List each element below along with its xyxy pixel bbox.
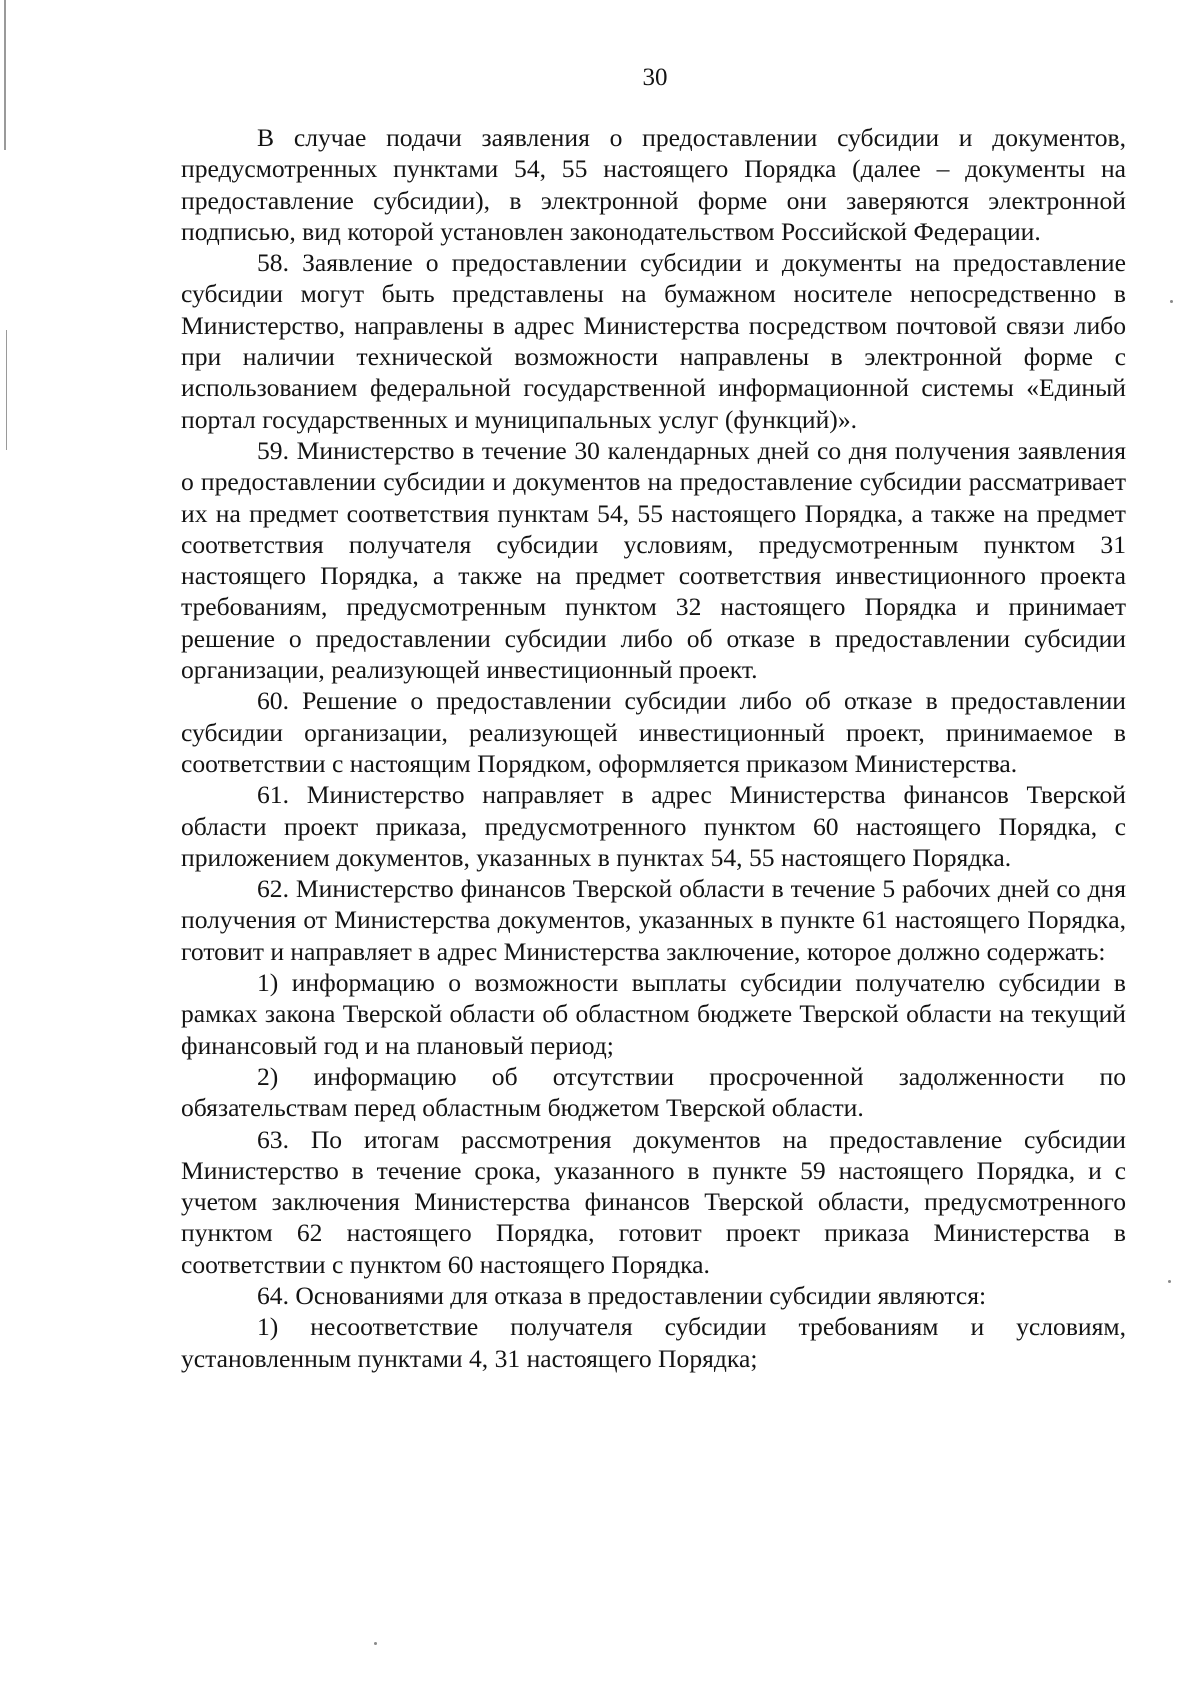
paragraph-64-item-1: 1) несоответствие получателя субсидии требованиям и условиям, установленным пунктами 4, 31 настоящего Порядка; xyxy=(181,1312,1126,1373)
scan-artifact-dot xyxy=(1170,300,1173,303)
paragraph-63: 63. По итогам рассмотрения документов на предоставление субсидии Министерство в течение срока, указанного в пункте 59 настоящего Порядка, и с учетом заключения Министерства финансов Тверской области, предусмотренного пунктом 62 настоящего Порядка, готовит проект приказа Министерства в соответствии с пунктом 60 настоящего Порядка. xyxy=(181,1124,1126,1279)
paragraph-60: 60. Решение о предоставлении субсидии либо об отказе в предоставлении субсидии организации, реализующей инвестиционный проект, принимаемое в соответствии с настоящим Порядком, оформляется приказом Министерства. xyxy=(181,686,1126,778)
scan-artifact-line xyxy=(6,330,7,450)
document-body xyxy=(181,122,1126,1374)
paragraph-intro: В случае подачи заявления о предоставлении субсидии и документов, предусмотренных пунктами 54, 55 настоящего Порядка (далее – документы на предоставление субсидии), в электронной форме они заверяются электронной подписью, вид которой установлен законодательством Российской Федерации. xyxy=(181,123,1126,246)
paragraph-59: 59. Министерство в течение 30 календарных дней со дня получения заявления о предоставлении субсидии и документов на предоставление субсидии рассматривает их на предмет соответствия пунктам 54, 55 настоящего Порядка, а также на предмет соответствия получателя субсидии условиям, предусмотренным пунктом 31 настоящего Порядка, а также на предмет соответствия инвестиционного проекта требованиям, предусмотренным пунктом 32 настоящего Порядка и принимает решение о предоставлении субсидии либо об отказе в предоставлении субсидии организации, реализующей инвестиционный проект. xyxy=(181,435,1126,685)
page-number: 30 xyxy=(642,64,668,91)
paragraph-62-item-2: 2) информацию об отсутствии просроченной задолженности по обязательствам перед областным бюджетом Тверской области. xyxy=(181,1061,1126,1123)
paragraph-58: 58. Заявление о предоставлении субсидии и документы на предоставление субсидии могут быть представлены на бумажном носителе непосредственно в Министерство, направлены в адрес Министерства посредством почтовой связи либо при наличии технической возможности направлены в электронной форме с использованием федеральной государственной информационной системы «Единый портал государственных и муниципальных услуг (функций)». xyxy=(181,248,1126,434)
paragraph-62-item-1: 1) информацию о возможности выплаты субсидии получателю субсидии в рамках закона Тверской области об областном бюджете Тверской области на текущий финансовый год и на плановый период; xyxy=(181,968,1126,1060)
paragraph-61: 61. Министерство направляет в адрес Министерства финансов Тверской области проект приказа, предусмотренного пунктом 60 настоящего Порядка, с приложением документов, указанных в пунктах 54, 55 настоящего Порядка. xyxy=(181,780,1126,872)
paragraph-64: 64. Основаниями для отказа в предоставлении субсидии являются: xyxy=(257,1280,987,1310)
paragraph-62: 62. Министерство финансов Тверской области в течение 5 рабочих дней со дня получения от Министерства документов, указанных в пункте 61 настоящего Порядка, готовит и направляет в адрес Министерства заключение, которое должно содержать: xyxy=(181,874,1126,966)
scan-artifact-dot xyxy=(1168,1280,1171,1283)
scan-artifact-dot xyxy=(374,1642,377,1645)
